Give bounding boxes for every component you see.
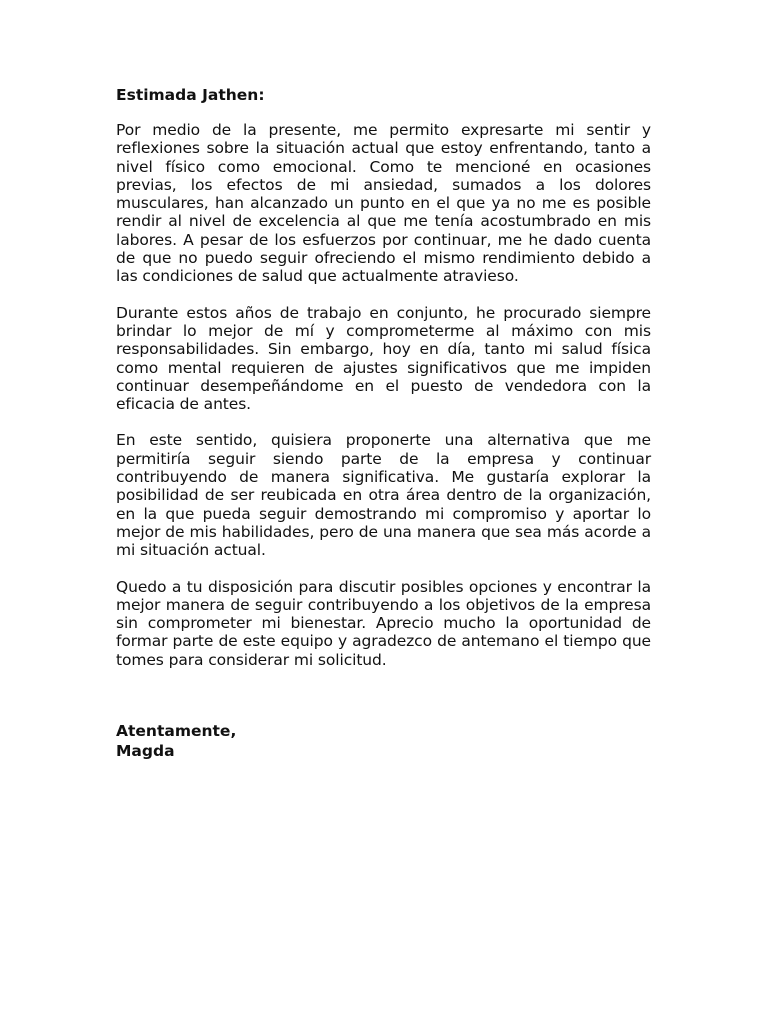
letter-paragraph-1: Por medio de la presente, me permito expresarte mi sentir y reflexiones sobre la situación actual que estoy enfrentando, tanto a nivel físico como emocional. Como te mencioné en ocasiones previas, los efectos de mi ansiedad, sumados a los dolores musculares, han alcanzado un punto en el que ya no me es posible rendir al nivel de excelencia al que me tenía acostumbrado en mis labores. A pesar de los esfuerzos por continuar, me he dado cuenta de que no puedo seguir ofreciendo el mismo rendimiento debido a las condiciones de salud que actualmente atravieso. xyxy=(116,121,651,286)
letter-greeting: Estimada Jathen: xyxy=(116,86,265,104)
letter-page xyxy=(116,86,651,761)
letter-paragraph-4: Quedo a tu disposición para discutir posibles opciones y encontrar la mejor manera de seguir contribuyendo a los objetivos de la empresa sin comprometer mi bienestar. Aprecio mucho la oportunidad de formar parte de este equipo y agradezco de antemano el tiempo que tomes para considerar mi solicitud. xyxy=(116,577,651,669)
letter-paragraph-2: Durante estos años de trabajo en conjunto, he procurado siempre brindar lo mejor de mí y comprometerme al máximo con mis responsabilidades. Sin embargo, hoy en día, tanto mi salud física como mental requieren de ajustes significativos que me impiden continuar desempeñándome en el puesto de vendedora con la eficacia de antes. xyxy=(116,303,651,414)
letter-closing-block xyxy=(116,721,651,761)
letter-paragraph-3: En este sentido, quisiera proponerte una alternativa que me permitiría seguir siendo parte de la empresa y continuar contribuyendo de manera significativa. Me gustaría explorar la posibilidad de ser reubicada en otra área dentro de la organización, en la que pueda seguir demostrando mi compromiso y aportar lo mejor de mis habilidades, pero de una manera que sea más acorde a mi situación actual. xyxy=(116,431,651,560)
letter-signature: Magda xyxy=(116,742,175,761)
letter-closing: Atentamente, xyxy=(116,722,237,741)
